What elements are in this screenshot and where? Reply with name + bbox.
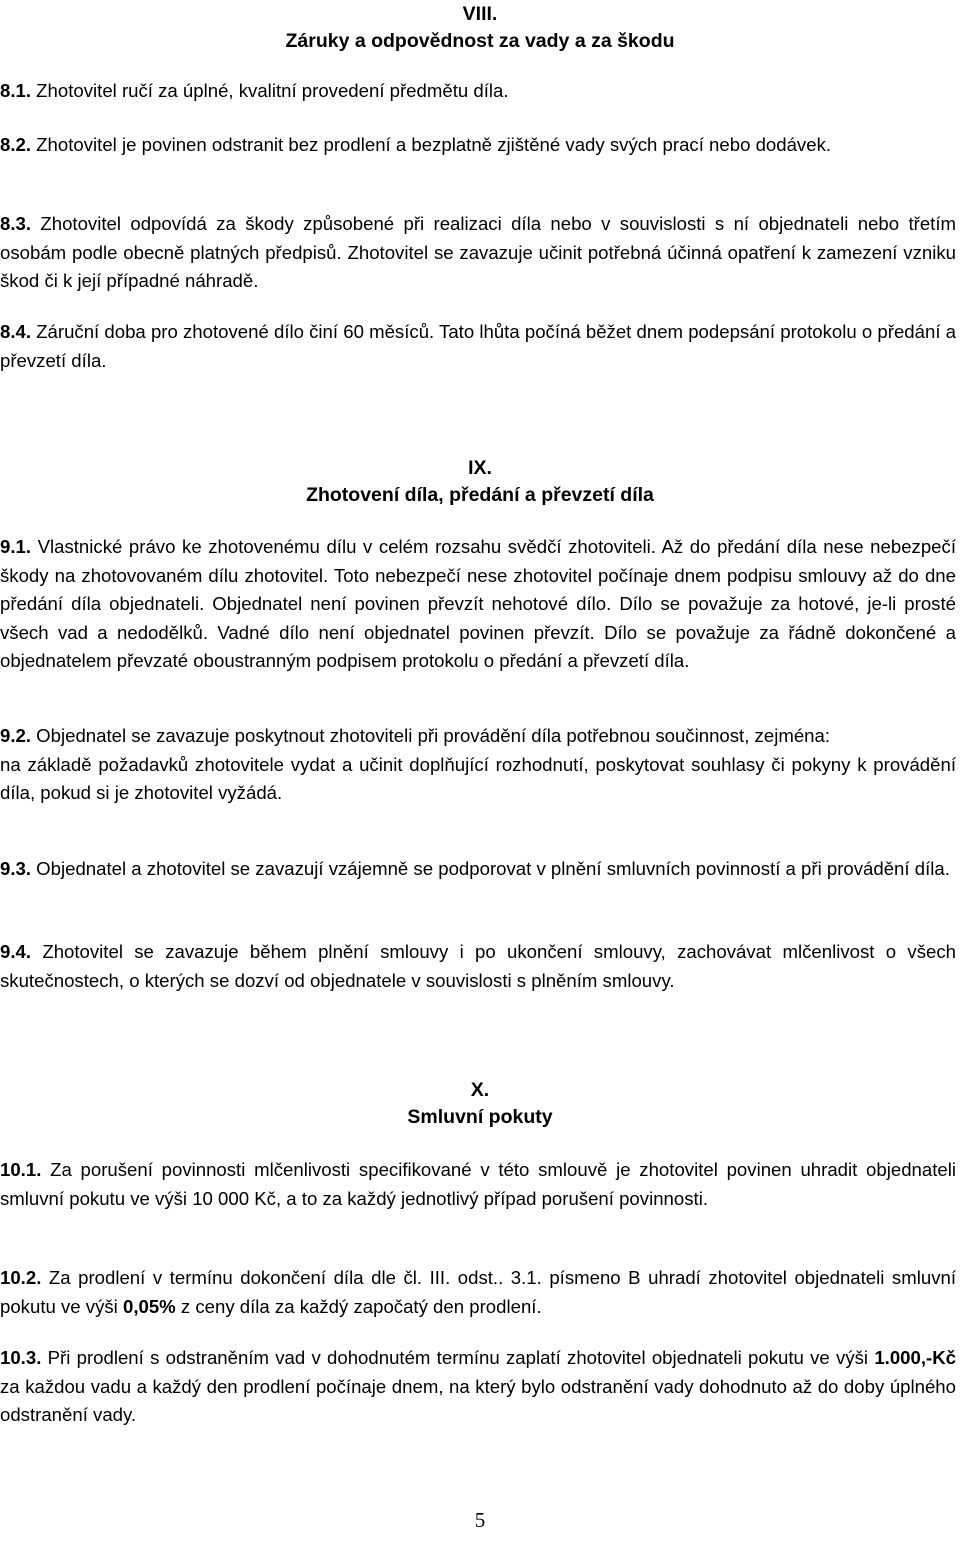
paragraph-number: 10.1. bbox=[0, 1159, 42, 1180]
paragraph-number: 9.4. bbox=[0, 941, 32, 962]
section-number: IX. bbox=[468, 457, 492, 479]
paragraph-number: 8.1. bbox=[0, 80, 32, 101]
paragraph bbox=[0, 722, 956, 808]
section-title: Zhotovení díla, předání a převzetí díla bbox=[306, 484, 654, 506]
paragraph-text: Zhotovitel odpovídá za škody způsobené při realizaci díla nebo v souvislosti s ní objednateli nebo třetím osobám podle obecně platných předpisů. Zhotovitel se zavazuje učinit potřebná účinná opatření k zamezení vzniku škod či k její případné náhradě. bbox=[0, 213, 956, 291]
paragraph-text-continued: z ceny díla za každý započatý den prodlení. bbox=[175, 1295, 542, 1317]
paragraph-text: Zhotovitel se zavazuje během plnění smlouvy i po ukončení smlouvy, zachovávat mlčenlivost o všech skutečnostech, o kterých se dozví od objednatele v souvislosti s plněním smlouvy. bbox=[0, 941, 956, 991]
paragraph-text: Za porušení povinnosti mlčenlivosti specifikované v této smlouvě je zhotovitel povinen uhradit objednateli smluvní pokutu ve výši 10 000 Kč, a to za každý jednotlivý případ porušení povinnosti. bbox=[0, 1159, 956, 1209]
paragraph-text: Při prodlení s odstraněním vad v dohodnutém termínu zaplatí zhotovitel objednateli pokutu ve výši bbox=[41, 1347, 875, 1368]
paragraph-text: Objednatel se zavazuje poskytnout zhotoviteli při provádění díla potřebnou součinnost, zejména: bbox=[31, 725, 831, 746]
paragraph-text: Vlastnické právo ke zhotovenému dílu v celém rozsahu svědčí zhotoviteli. Až do předání díla nese nebezpečí škody na zhotovovaném dílu zhotovitel. Toto nebezpečí nese zhotovitel počínaje dnem podpisu smlouvy až do dne předání díla objednateli. Objednatel není povinen převzít nehotové dílo. Dílo se považuje za hotové, je-li prosté všech vad a nedodělků. Vadné dílo není objednatel povinen převzít. Dílo se považuje za řádně dokončené a objednatelem převzaté oboustranným podpisem protokolu o předání a převzetí díla. bbox=[0, 536, 956, 671]
section-number: X. bbox=[470, 1079, 490, 1101]
paragraph-text: Záruční doba pro zhotovené dílo činí 60 měsíců. Tato lhůta počíná běžet dnem podepsání protokolu o předání a převzetí díla. bbox=[0, 321, 956, 371]
paragraph bbox=[0, 1344, 956, 1430]
paragraph bbox=[0, 533, 956, 676]
section-title: Záruky a odpovědnost za vady a za škodu bbox=[285, 30, 675, 52]
paragraph bbox=[0, 855, 956, 884]
paragraph-text: Objednatel a zhotovitel se zavazují vzájemně se podporovat v plnění smluvních povinností a při provádění díla. bbox=[31, 858, 950, 879]
section-title: Smluvní pokuty bbox=[407, 1106, 553, 1128]
paragraph bbox=[0, 77, 956, 106]
paragraph-number: 10.2. bbox=[0, 1267, 42, 1288]
paragraph-number: 8.3. bbox=[0, 213, 32, 234]
paragraph bbox=[0, 318, 956, 375]
section-number: VIII. bbox=[462, 3, 498, 25]
paragraph-number: 8.4. bbox=[0, 321, 32, 342]
penalty-rate: 0,05% bbox=[122, 1295, 176, 1317]
paragraph-number: 9.2. bbox=[0, 725, 32, 746]
paragraph-number: 9.1. bbox=[0, 536, 32, 557]
paragraph-number: 10.3. bbox=[0, 1347, 42, 1368]
penalty-amount: 1.000,-Kč bbox=[874, 1347, 956, 1368]
paragraph-text: Za prodlení v termínu dokončení díla dle čl. III. odst.. 3.1. písmeno B uhradí zhotovitel objednateli smluvní pokutu ve výši bbox=[0, 1267, 956, 1317]
paragraph bbox=[0, 1156, 956, 1213]
paragraph-text: Zhotovitel ručí za úplné, kvalitní provedení předmětu díla. bbox=[31, 80, 509, 101]
paragraph-text: Zhotovitel je povinen odstranit bez prodlení a bezplatně zjištěné vady svých prací nebo dodávek. bbox=[31, 134, 832, 155]
paragraph bbox=[0, 1264, 956, 1321]
paragraph-number: 8.2. bbox=[0, 134, 32, 155]
paragraph bbox=[0, 938, 956, 995]
paragraph bbox=[0, 131, 956, 160]
page-number: 5 bbox=[474, 1508, 486, 1532]
paragraph-text-continued: na základě požadavků zhotovitele vydat a učinit doplňující rozhodnutí, poskytovat souhlasy či pokyny k provádění díla, pokud si je zhotovitel vyžádá. bbox=[0, 753, 956, 803]
paragraph-number: 9.3. bbox=[0, 858, 32, 879]
paragraph-text-continued: za každou vadu a každý den prodlení počínaje dnem, na který bylo odstranění vady dohodnuto až do doby úplného odstranění vady. bbox=[0, 1375, 956, 1425]
paragraph bbox=[0, 210, 956, 296]
